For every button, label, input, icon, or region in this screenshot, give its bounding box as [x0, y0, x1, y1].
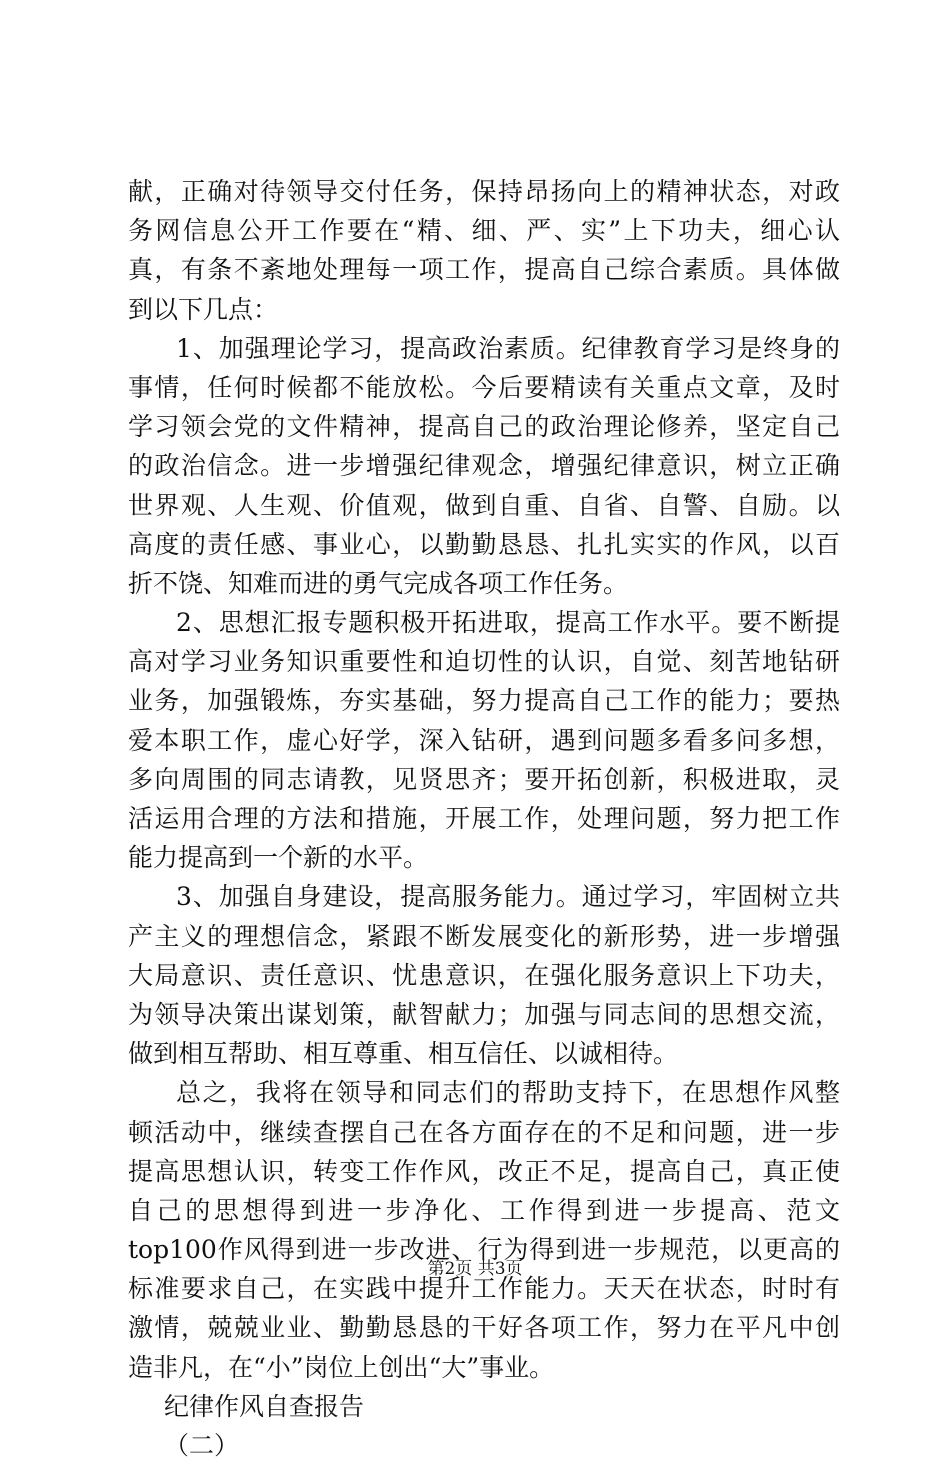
page-footer: 第2页 共3页 — [427, 1259, 523, 1279]
text-line: 标准要求自己，在实践中提升工作能力。天天在状态，时时有 — [128, 1274, 840, 1304]
text-line: 总之，我将在领导和同志们的帮助支持下，在思想作风整 — [176, 1078, 840, 1108]
text-line: 真，有条不紊地处理每一项工作，提高自己综合素质。具体做 — [128, 255, 840, 285]
text-line: 到以下几点： — [128, 294, 279, 324]
text-line: 折不饶、知难而进的勇气完成各项工作任务。 — [128, 568, 629, 598]
text-line: 事情，任何时候都不能放松。今后要精读有关重点文章，及时 — [128, 372, 840, 402]
text-line: 做到相互帮助、相互尊重、相互信任、以诚相待。 — [128, 1039, 679, 1069]
text-line: 产主义的理想信念，紧跟不断发展变化的新形势，进一步增强 — [128, 921, 840, 951]
text-line: 高度的责任感、事业心，以勤勤恳恳、扎扎实实的作风，以百 — [128, 529, 840, 559]
section-number: （二） — [164, 1431, 240, 1460]
text-line: 业务，加强锻炼，夯实基础，努力提高自己工作的能力；要热 — [128, 686, 840, 716]
text-line: top100作风得到进一步改进、行为得到进一步规范，以更高的 — [128, 1235, 840, 1265]
text-line: 顿活动中，继续查摆自己在各方面存在的不足和问题，进一步 — [128, 1117, 840, 1147]
text-line: 能力提高到一个新的水平。 — [128, 843, 429, 873]
text-line: 的政治信念。进一步增强纪律观念，增强纪律意识，树立正确 — [128, 451, 840, 481]
text-line: 爱本职工作，虚心好学，深入钻研，遇到问题多看多问多想， — [128, 725, 840, 755]
text-line: 务网信息公开工作要在“精、细、严、实”上下功夫，细心认 — [128, 216, 840, 246]
text-line: 2、思想汇报专题积极开拓进取，提高工作水平。要不断提 — [176, 608, 840, 638]
text-line: 大局意识、责任意识、忧患意识，在强化服务意识上下功夫， — [128, 960, 840, 990]
text-line: 造非凡，在“小”岗位上创出“大”事业。 — [128, 1352, 555, 1382]
text-line: 提高思想认识，转变工作作风，改正不足，提高自己，真正使 — [128, 1156, 840, 1186]
text-line: 献，正确对待领导交付任务，保持昂扬向上的精神状态，对政 — [128, 177, 840, 206]
text-line: 多向周围的同志请教，见贤思齐；要开拓创新，积极进取，灵 — [128, 764, 840, 794]
text-line: 活运用合理的方法和措施，开展工作，处理问题，努力把工作 — [128, 804, 840, 833]
text-line: 学习领会党的文件精神，提高自己的政治理论修养，坚定自己 — [128, 412, 840, 442]
text-line: 1、加强理论学习，提高政治素质。纪律教育学习是终身的 — [176, 333, 840, 363]
text-line: 激情，兢兢业业、勤勤恳恳的干好各项工作，努力在平凡中创 — [128, 1313, 840, 1343]
text-line: 世界观、人生观、价值观，做到自重、自省、自警、自励。以 — [128, 490, 840, 520]
section-title: 纪律作风自查报告 — [164, 1391, 365, 1421]
text-line: 3、加强自身建设，提高服务能力。通过学习，牢固树立共 — [176, 882, 840, 912]
text-line: 高对学习业务知识重要性和迫切性的认识，自觉、刻苦地钻研 — [128, 647, 840, 677]
text-line: 自己的思想得到进一步净化、工作得到进一步提高、范文 — [128, 1195, 840, 1225]
text-line: 为领导决策出谋划策，献智献力；加强与同志间的思想交流， — [128, 999, 840, 1029]
